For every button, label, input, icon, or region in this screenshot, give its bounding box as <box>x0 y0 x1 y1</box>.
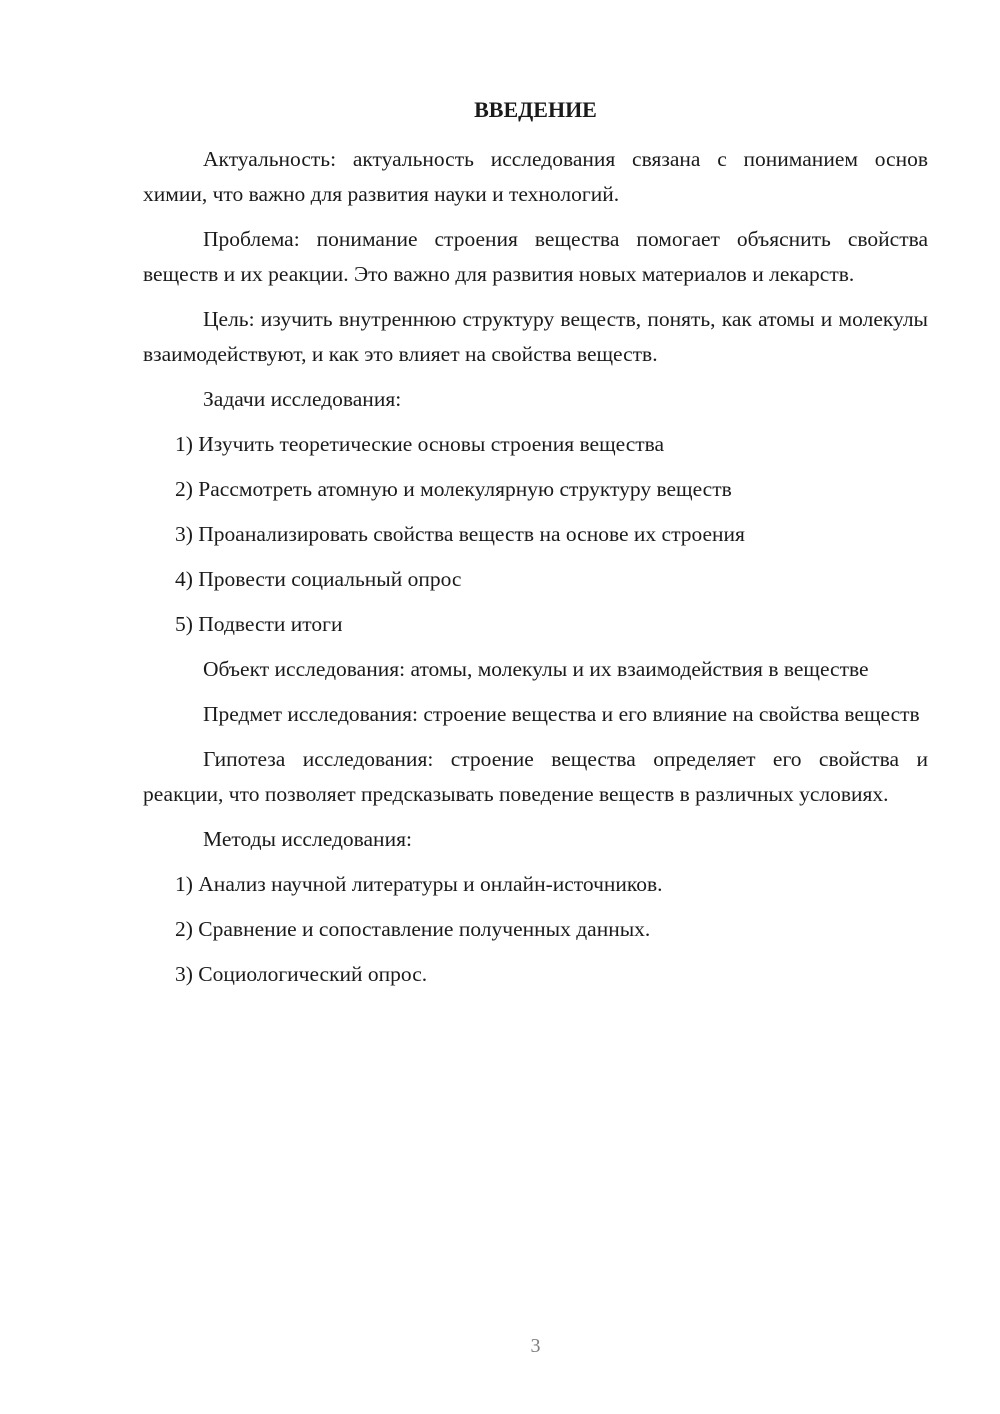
method-item-2: 2) Сравнение и сопоставление полученных данных. <box>175 917 651 941</box>
problem-paragraph: Проблема: понимание строения вещества помогает объяснить свойства веществ и их реакции. Это важно для развития новых материалов и лекарств. <box>143 227 928 286</box>
hypothesis-paragraph: Гипотеза исследования: строение вещества определяет его свойства и реакции, что позволяет предсказывать поведение веществ в различных условиях. <box>143 747 928 806</box>
section-body <box>143 142 928 1002</box>
section-title: ВВЕДЕНИЕ <box>474 97 597 122</box>
task-item-1: 1) Изучить теоретические основы строения вещества <box>175 432 665 456</box>
task-item-5: 5) Подвести итоги <box>175 612 343 636</box>
method-item-1: 1) Анализ научной литературы и онлайн-источников. <box>175 872 663 896</box>
object-paragraph: Объект исследования: атомы, молекулы и их взаимодействия в веществе <box>203 657 869 681</box>
tasks-heading: Задачи исследования: <box>203 387 402 411</box>
relevance-paragraph: Актуальность: актуальность исследования связана с пониманием основ химии, что важно для развития науки и технологий. <box>143 147 928 206</box>
subject-paragraph: Предмет исследования: строение вещества и его влияние на свойства веществ <box>203 702 920 726</box>
document-page <box>143 0 928 1414</box>
task-item-3: 3) Проанализировать свойства веществ на основе их строения <box>175 522 745 546</box>
method-item-3: 3) Социологический опрос. <box>175 962 428 986</box>
task-item-2: 2) Рассмотреть атомную и молекулярную структуру веществ <box>175 477 732 501</box>
goal-paragraph: Цель: изучить внутреннюю структуру веществ, понять, как атомы и молекулы взаимодействуют, и как это влияет на свойства веществ. <box>143 307 928 366</box>
task-item-4: 4) Провести социальный опрос <box>175 567 462 591</box>
methods-heading: Методы исследования: <box>203 827 412 851</box>
page-number: 3 <box>530 1335 541 1357</box>
